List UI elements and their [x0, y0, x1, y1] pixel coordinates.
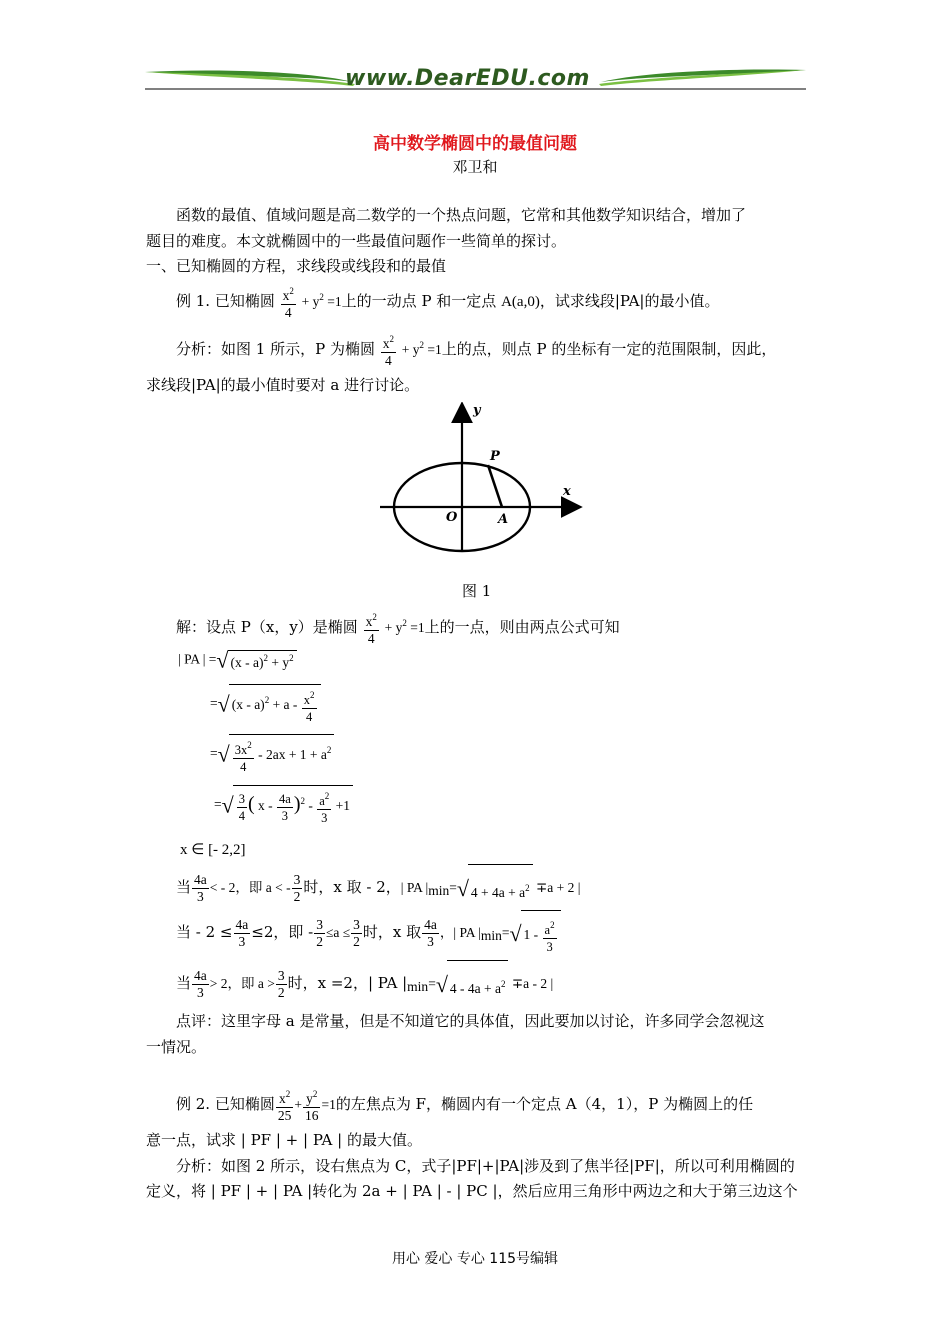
author: 邓卫和	[452, 158, 498, 176]
example-2-cont: 意一点，试求 | PF | + | PA | 的最大值。	[146, 1131, 422, 1149]
fig-axis-y-label: y	[473, 403, 481, 418]
fig-origin-label: O	[446, 510, 458, 525]
derivation-step-2: =√ (x - a)$^2$ + a - $\frac{x^2}{4}$	[210, 684, 321, 725]
page-title: 高中数学椭圆中的最值问题	[373, 134, 577, 154]
derivation-step-1: | PA | =√ $(x - a)^2 + y^2$	[178, 650, 297, 671]
analysis-2: 分析：如图 2 所示，设右焦点为 C，式子|PF|+|PA|涉及到了焦半径|PF|，所以可利用椭圆的	[176, 1157, 795, 1175]
example-2: 例 2. 已知椭圆 $\frac{x^2}{25}$ + $\frac{y^2}{16}$ =1的左焦点为 F，椭圆内有一个定点 A（4，1），P 为椭圆上的任	[176, 1083, 753, 1126]
fig-point-a-label: A	[498, 512, 509, 527]
analysis-1: 分析：如图 1 所示，P 为椭圆 $\frac{x^2}{4}$ + $y^2 =1$上的点，则点 P 的坐标有一定的范围限制，因此，	[176, 325, 776, 370]
section-heading: 一、已知椭圆的方程，求线段或线段和的最值	[146, 257, 447, 275]
fig-point-p-label: P	[490, 449, 500, 464]
case-2: 当 - 2 ≤ $\frac{4a}{3}$ ≤2，即 - $\frac{3}{2}$ ≤a ≤ $\frac{3}{2}$ 时，x 取 $\frac{4a}{3}$ ，| PA $|_{min}=√$ 1 - $\frac{a^2}{3}$	[176, 910, 561, 958]
comment-1-cont: 一情况。	[146, 1038, 207, 1056]
intro-paragraph: 函数的最值、值域问题是高二数学的一个热点问题，它常和其他数学知识结合，增加了	[176, 206, 747, 224]
example-1: 例 1. 已知椭圆 $\frac{x^2}{4}$ + $y^2 =1$上的一动点 P 和一定点 A(a,0)，试求线段|PA|的最小值。	[176, 277, 720, 322]
case-1: 当 $\frac{4a}{3}$ < - 2，即 a < - $\frac{3}{2}$ 时，x 取 - 2，| PA $|_{min}=√$ $4 + 4a + a^2 \mp a + 2$ |	[176, 864, 581, 914]
page-footer: 用心 爱心 专心 115号编辑	[391, 1251, 559, 1267]
analysis-2-cont: 定义，将 | PF | + | PA |转化为 2a + | PA | - | PC |，然后应用三角形中两边之和大于第三边这个	[146, 1182, 798, 1200]
case-3: 当 $\frac{4a}{3}$ > 2，即 a > $\frac{3}{2}$ 时，x =2，| PA $|_{min}=√$ $4 - 4a + a^2 \mp a - 2$ |	[176, 960, 553, 1010]
comment-1: 点评：这里字母 a 是常量，但是不知道它的具体值，因此要加以讨论，许多同学会忽视这	[176, 1012, 765, 1030]
figure-1-ellipse	[378, 402, 584, 562]
derivation-step-3: =√ $\frac{3x^2}{4}$ - $2ax + 1 + a^2$	[210, 734, 334, 775]
intro-paragraph-cont: 题目的难度。本文就椭圆中的一些最值问题作一些简单的探讨。	[146, 232, 567, 250]
analysis-1-cont: 求线段|PA|的最小值时要对 a 进行讨论。	[146, 376, 420, 394]
solution-intro: 解：设点 P（x，y）是椭圆 $\frac{x^2}{4}$ + $y^2 =1$上的一点，则由两点公式可知	[176, 603, 620, 648]
domain-of-x: x ∈ [- 2,2]	[180, 842, 246, 858]
figure-1-caption: 图 1	[462, 582, 492, 600]
site-logo-text: www.DearEDU.com	[345, 66, 590, 91]
fig-axis-x-label: x	[563, 484, 571, 499]
derivation-step-4: =√ $\frac{3}{4}$ ( x - $\frac{4a}{3}$ )$^2$ - $\frac{a^2}{3}$ +1	[214, 785, 353, 826]
ellipse-fraction: $\frac{x^2}{4}$	[281, 283, 296, 321]
